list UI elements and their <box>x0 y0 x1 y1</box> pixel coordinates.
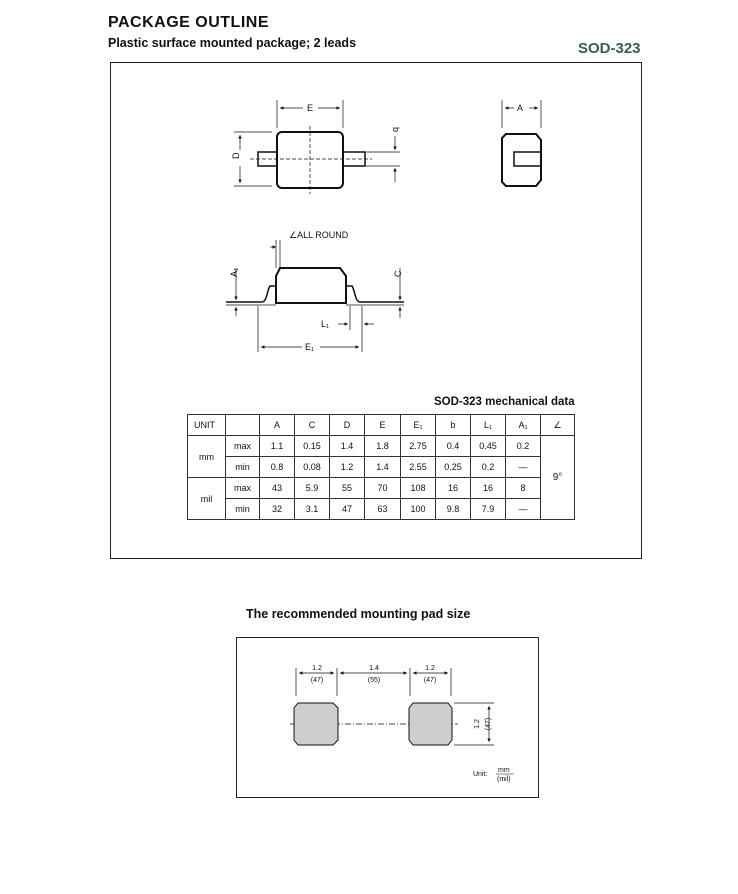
dim-label-l1: L₁ <box>321 319 330 329</box>
value-cell: 55 <box>330 478 365 499</box>
table-row <box>188 457 575 478</box>
header-cell: C <box>295 415 330 436</box>
pad-dim-2-mm: 1.4 <box>369 665 379 672</box>
pad-dim-3-mm: 1.2 <box>425 665 435 672</box>
header-cell: L₁ <box>471 415 506 436</box>
pad-frame <box>236 637 539 798</box>
value-cell: 0.45 <box>471 436 506 457</box>
value-cell: 2.55 <box>401 457 436 478</box>
unit-cell: mm <box>188 436 226 478</box>
value-cell: 1.4 <box>330 436 365 457</box>
header-cell: UNIT <box>188 415 226 436</box>
header-cell: A <box>260 415 295 436</box>
value-cell: 0.15 <box>295 436 330 457</box>
header-cell: E₁ <box>401 415 436 436</box>
header-cell <box>226 415 260 436</box>
top-view <box>234 100 400 194</box>
package-code: SOD-323 <box>578 40 641 57</box>
value-cell: 70 <box>365 478 401 499</box>
value-cell: 0.08 <box>295 457 330 478</box>
value-cell: — <box>506 457 541 478</box>
value-cell: 1.4 <box>365 457 401 478</box>
unit-numerator: mm <box>498 767 510 774</box>
pad-dim-1-mil: (47) <box>310 677 324 684</box>
value-cell: 16 <box>471 478 506 499</box>
pad-dim-2-mil: (55) <box>367 677 381 684</box>
pad-dim-3-mil: (47) <box>423 677 437 684</box>
row-label: max <box>226 478 260 499</box>
dim-label-e: E <box>307 103 314 113</box>
all-round-label: ∠ALL ROUND <box>289 230 349 240</box>
page-title: PACKAGE OUTLINE <box>108 14 269 31</box>
table-row <box>188 499 575 520</box>
value-cell: 43 <box>260 478 295 499</box>
row-label: min <box>226 457 260 478</box>
value-cell: 5.9 <box>295 478 330 499</box>
value-cell: 2.75 <box>401 436 436 457</box>
value-cell: 32 <box>260 499 295 520</box>
value-cell: 1.2 <box>330 457 365 478</box>
value-cell: 16 <box>436 478 471 499</box>
angle-cell: 9° <box>541 436 575 520</box>
value-cell: 0.2 <box>506 436 541 457</box>
value-cell: 7.9 <box>471 499 506 520</box>
dim-label-a: A <box>517 103 524 113</box>
header-cell: D <box>330 415 365 436</box>
dim-label-b: b <box>391 127 401 133</box>
value-cell: 47 <box>330 499 365 520</box>
pad-height-mm: 1.2 <box>474 719 481 729</box>
dim-label-c: C <box>393 270 403 277</box>
mechanical-data-table <box>187 414 575 520</box>
dim-label-a1: A₁ <box>229 267 239 277</box>
value-cell: 8 <box>506 478 541 499</box>
value-cell: 0.25 <box>436 457 471 478</box>
side-view <box>226 240 404 352</box>
header-cell: b <box>436 415 471 436</box>
table-row <box>188 478 575 499</box>
value-cell: 1.1 <box>260 436 295 457</box>
unit-cell: mil <box>188 478 226 520</box>
value-cell: 108 <box>401 478 436 499</box>
value-cell: 1.8 <box>365 436 401 457</box>
unit-denominator: (mil) <box>497 776 511 783</box>
value-cell: 0.2 <box>471 457 506 478</box>
value-cell: 0.8 <box>260 457 295 478</box>
value-cell: 9.8 <box>436 499 471 520</box>
mech-data-title: SOD-323 mechanical data <box>434 396 575 408</box>
header-cell: ∠ <box>541 415 575 436</box>
row-label: max <box>226 436 260 457</box>
value-cell: 3.1 <box>295 499 330 520</box>
unit-label: Unit: <box>473 771 488 778</box>
page-subtitle: Plastic surface mounted package; 2 leads <box>108 36 357 50</box>
value-cell: 63 <box>365 499 401 520</box>
pad-dim-1-mm: 1.2 <box>312 665 322 672</box>
header-cell: A₁ <box>506 415 541 436</box>
dim-label-e1: E₁ <box>305 342 315 352</box>
value-cell: — <box>506 499 541 520</box>
dim-label-d: D <box>231 152 241 159</box>
header-cell: E <box>365 415 401 436</box>
pad-title: The recommended mounting pad size <box>246 607 471 621</box>
table-header-row <box>188 415 575 436</box>
pad-height-mil: (47) <box>485 717 492 731</box>
row-label: min <box>226 499 260 520</box>
value-cell: 100 <box>401 499 436 520</box>
value-cell: 0.4 <box>436 436 471 457</box>
table-row <box>188 436 575 457</box>
